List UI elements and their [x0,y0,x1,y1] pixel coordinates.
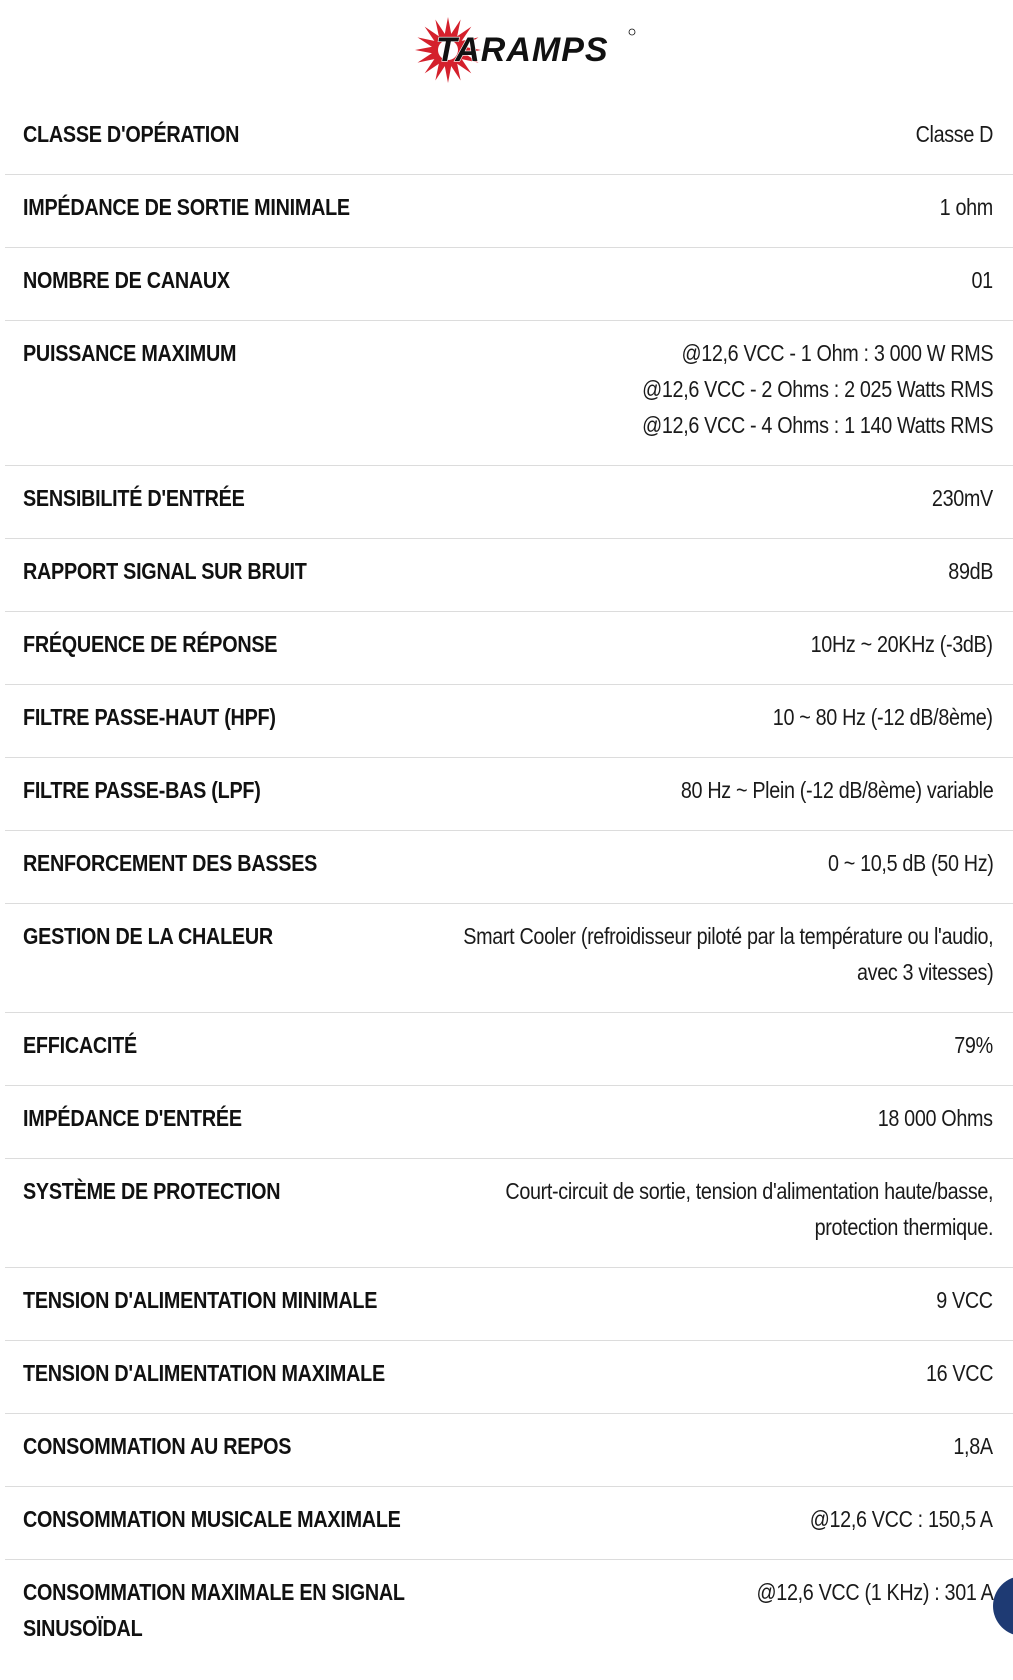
spec-value-line: Smart Cooler (refroidisseur piloté par la température ou l'audio, [462,923,993,949]
spec-label: CONSOMMATION AU REPOS [23,1433,292,1459]
spec-value: 230mV [932,485,993,511]
spec-value-line: @12,6 VCC - 4 Ohms : 1 140 Watts RMS [641,412,993,438]
spec-row [5,685,1013,758]
spec-row [5,1341,1013,1414]
spec-row [5,904,1013,1013]
spec-row [5,1414,1013,1487]
spec-value: 9 VCC [936,1287,993,1313]
spec-label: NOMBRE DE CANAUX [23,267,230,293]
spec-value: 0 ~ 10,5 dB (50 Hz) [827,850,993,876]
spec-value: 10 ~ 80 Hz (-12 dB/8ème) [773,704,993,730]
taramps-logo-graphic [412,14,640,86]
spec-value: 18 000 Ohms [878,1105,993,1131]
spec-label: FILTRE PASSE-BAS (LPF) [23,777,261,803]
logo-wordmark: TARAMPS [436,31,609,69]
spec-value: 10Hz ~ 20KHz (-3dB) [810,631,993,657]
spec-label: TENSION D'ALIMENTATION MINIMALE [23,1287,378,1313]
spec-row [5,1159,1013,1268]
spec-row [5,1086,1013,1159]
spec-label: FILTRE PASSE-HAUT (HPF) [23,704,276,730]
spec-label-line: CONSOMMATION MAXIMALE EN SIGNAL [23,1579,405,1605]
spec-label: CLASSE D'OPÉRATION [23,121,240,147]
spec-table [5,102,1013,1680]
spec-value: 1,8A [953,1433,993,1459]
spec-value: 01 [971,267,993,293]
spec-row [5,466,1013,539]
spec-value [463,918,993,990]
spec-label: FRÉQUENCE DE RÉPONSE [23,631,278,657]
spec-value: 79% [954,1032,993,1058]
spec-value-line: protection thermique. [814,1214,993,1240]
spec-label [23,1574,405,1646]
spec-label: EFFICACITÉ [23,1032,137,1058]
spec-label: IMPÉDANCE DE SORTIE MINIMALE [23,194,350,220]
spec-row [5,1487,1013,1560]
spec-label: PUISSANCE MAXIMUM [23,340,237,366]
spec-value [505,1173,993,1245]
spec-row [5,1013,1013,1086]
spec-row [5,321,1013,466]
spec-label: IMPÉDANCE D'ENTRÉE [23,1105,242,1131]
spec-value-line: @12,6 VCC - 1 Ohm : 3 000 W RMS [681,340,993,366]
spec-value: 1 ohm [939,194,993,220]
spec-label: RENFORCEMENT DES BASSES [23,850,318,876]
spec-value: @12,6 VCC (1 KHz) : 301 A [756,1579,993,1605]
spec-row [5,102,1013,175]
spec-row [5,758,1013,831]
spec-value-line: @12,6 VCC - 2 Ohms : 2 025 Watts RMS [641,376,993,402]
spec-value [642,335,993,443]
spec-label: RAPPORT SIGNAL SUR BRUIT [23,558,307,584]
taramps-logo[interactable] [412,14,640,86]
header [0,0,1013,102]
spec-label: SYSTÈME DE PROTECTION [23,1178,281,1204]
spec-row [5,1268,1013,1341]
spec-value: 80 Hz ~ Plein (-12 dB/8ème) variable [680,777,993,803]
spec-row [5,612,1013,685]
spec-row [5,831,1013,904]
spec-label: TENSION D'ALIMENTATION MAXIMALE [23,1360,385,1386]
spec-value-line: Court-circuit de sortie, tension d'alimentation haute/basse, [505,1178,993,1204]
spec-value: 89dB [948,558,993,584]
spec-value: Classe D [915,121,993,147]
spec-value: 16 VCC [925,1360,993,1386]
spec-row [5,539,1013,612]
spec-row [5,248,1013,321]
spec-row [5,175,1013,248]
spec-value-line: avec 3 vitesses) [856,959,993,985]
spec-label: GESTION DE LA CHALEUR [23,923,273,949]
spec-value: @12,6 VCC : 150,5 A [810,1506,993,1532]
spec-row [5,1560,1013,1680]
spec-label: CONSOMMATION MUSICALE MAXIMALE [23,1506,401,1532]
spec-label: SENSIBILITÉ D'ENTRÉE [23,485,245,511]
spec-label-line: SINUSOÏDAL [23,1615,143,1641]
